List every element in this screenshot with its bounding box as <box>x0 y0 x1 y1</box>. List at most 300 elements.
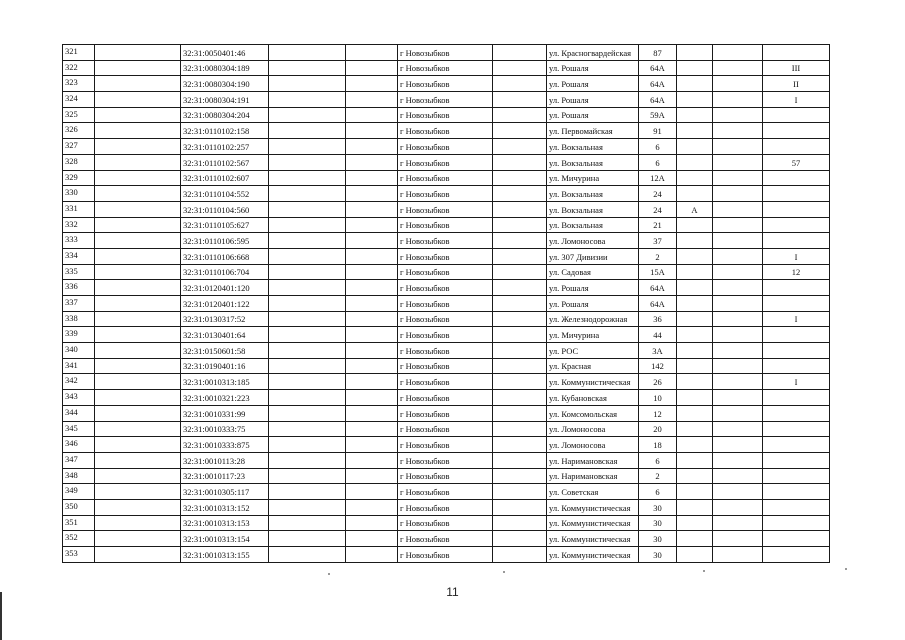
house-letter-cell <box>677 170 713 186</box>
premises-number-cell <box>763 343 830 359</box>
city-cell: г Новозыбков <box>398 547 493 563</box>
row-number-cell: 343 <box>63 390 95 406</box>
city-cell: г Новозыбков <box>398 296 493 312</box>
house-letter-cell <box>677 374 713 390</box>
blank-cell <box>493 437 547 453</box>
street-cell: ул. Советская <box>547 484 639 500</box>
house-letter-cell <box>677 296 713 312</box>
blank-cell <box>493 484 547 500</box>
cadastral-number-cell: 32:31:0110104:560 <box>181 201 269 217</box>
blank-cell <box>269 358 346 374</box>
row-number-cell: 338 <box>63 311 95 327</box>
blank-cell <box>346 311 398 327</box>
city-cell: г Новозыбков <box>398 421 493 437</box>
house-letter-cell <box>677 547 713 563</box>
row-number-cell: 335 <box>63 264 95 280</box>
city-cell: г Новозыбков <box>398 499 493 515</box>
row-number-cell: 327 <box>63 139 95 155</box>
house-letter-cell <box>677 76 713 92</box>
blank-cell <box>346 264 398 280</box>
table-row <box>63 139 830 155</box>
house-number-cell: 10 <box>639 390 677 406</box>
street-cell: ул. Коммунистическая <box>547 547 639 563</box>
cadastral-number-cell: 32:31:0080304:190 <box>181 76 269 92</box>
premises-number-cell <box>763 547 830 563</box>
house-number-cell: 6 <box>639 139 677 155</box>
blank-cell <box>95 280 181 296</box>
blank-cell <box>95 248 181 264</box>
blank-cell <box>95 154 181 170</box>
house-number-cell: 30 <box>639 499 677 515</box>
premises-number-cell <box>763 233 830 249</box>
house-letter-cell <box>677 358 713 374</box>
house-letter-cell <box>677 186 713 202</box>
cadastral-number-cell: 32:31:0120401:122 <box>181 296 269 312</box>
table-row <box>63 264 830 280</box>
premises-number-cell <box>763 515 830 531</box>
blank-cell <box>713 92 763 108</box>
blank-cell <box>269 531 346 547</box>
table-row <box>63 374 830 390</box>
house-number-cell: 142 <box>639 358 677 374</box>
house-number-cell: 2 <box>639 468 677 484</box>
row-number-cell: 331 <box>63 201 95 217</box>
blank-cell <box>713 217 763 233</box>
table-row <box>63 296 830 312</box>
premises-number-cell: I <box>763 374 830 390</box>
city-cell: г Новозыбков <box>398 515 493 531</box>
city-cell: г Новозыбков <box>398 374 493 390</box>
cadastral-number-cell: 32:31:0010313:154 <box>181 531 269 547</box>
city-cell: г Новозыбков <box>398 217 493 233</box>
house-number-cell: 36 <box>639 311 677 327</box>
blank-cell <box>269 170 346 186</box>
blank-cell <box>346 484 398 500</box>
house-number-cell: 24 <box>639 186 677 202</box>
city-cell: г Новозыбков <box>398 186 493 202</box>
table-row <box>63 217 830 233</box>
house-number-cell: 12 <box>639 405 677 421</box>
blank-cell <box>346 170 398 186</box>
city-cell: г Новозыбков <box>398 390 493 406</box>
city-cell: г Новозыбков <box>398 233 493 249</box>
house-letter-cell <box>677 107 713 123</box>
cadastral-number-cell: 32:31:0010313:152 <box>181 499 269 515</box>
street-cell: ул. Коммунистическая <box>547 531 639 547</box>
cadastral-number-cell: 32:31:0110106:595 <box>181 233 269 249</box>
house-letter-cell <box>677 264 713 280</box>
cadastral-number-cell: 32:31:0130401:64 <box>181 327 269 343</box>
house-letter-cell <box>677 154 713 170</box>
cadastral-number-cell: 32:31:0010333:75 <box>181 421 269 437</box>
scan-speck <box>503 571 505 573</box>
city-cell: г Новозыбков <box>398 45 493 61</box>
cadastral-number-cell: 32:31:0120401:120 <box>181 280 269 296</box>
cadastral-number-cell: 32:31:0080304:191 <box>181 92 269 108</box>
premises-number-cell <box>763 421 830 437</box>
row-number-cell: 329 <box>63 170 95 186</box>
blank-cell <box>493 280 547 296</box>
blank-cell <box>493 233 547 249</box>
blank-cell <box>269 327 346 343</box>
blank-cell <box>346 123 398 139</box>
city-cell: г Новозыбков <box>398 201 493 217</box>
house-letter-cell <box>677 92 713 108</box>
blank-cell <box>493 343 547 359</box>
scan-speck <box>703 570 705 572</box>
blank-cell <box>269 186 346 202</box>
street-cell: ул. Вокзальная <box>547 217 639 233</box>
city-cell: г Новозыбков <box>398 248 493 264</box>
blank-cell <box>713 248 763 264</box>
blank-cell <box>346 217 398 233</box>
blank-cell <box>713 264 763 280</box>
blank-cell <box>269 233 346 249</box>
blank-cell <box>346 358 398 374</box>
blank-cell <box>493 92 547 108</box>
blank-cell <box>346 390 398 406</box>
cadastral-number-cell: 32:31:0150601:58 <box>181 343 269 359</box>
row-number-cell: 340 <box>63 343 95 359</box>
house-letter-cell <box>677 139 713 155</box>
blank-cell <box>346 421 398 437</box>
blank-cell <box>269 296 346 312</box>
premises-number-cell: III <box>763 60 830 76</box>
city-cell: г Новозыбков <box>398 154 493 170</box>
house-number-cell: 64А <box>639 296 677 312</box>
blank-cell <box>95 531 181 547</box>
house-letter-cell <box>677 484 713 500</box>
blank-cell <box>95 60 181 76</box>
blank-cell <box>269 405 346 421</box>
blank-cell <box>95 217 181 233</box>
house-number-cell: 6 <box>639 484 677 500</box>
blank-cell <box>346 531 398 547</box>
street-cell: ул. Ломоносова <box>547 233 639 249</box>
blank-cell <box>269 217 346 233</box>
house-number-cell: 6 <box>639 154 677 170</box>
blank-cell <box>493 452 547 468</box>
blank-cell <box>493 515 547 531</box>
city-cell: г Новозыбков <box>398 437 493 453</box>
blank-cell <box>713 76 763 92</box>
blank-cell <box>95 437 181 453</box>
street-cell: ул. Комсомольская <box>547 405 639 421</box>
street-cell: ул. Рошаля <box>547 60 639 76</box>
cadastral-number-cell: 32:31:0080304:189 <box>181 60 269 76</box>
blank-cell <box>95 45 181 61</box>
house-letter-cell <box>677 343 713 359</box>
city-cell: г Новозыбков <box>398 264 493 280</box>
house-number-cell: 20 <box>639 421 677 437</box>
table-row <box>63 123 830 139</box>
row-number-cell: 344 <box>63 405 95 421</box>
house-number-cell: 30 <box>639 515 677 531</box>
row-number-cell: 352 <box>63 531 95 547</box>
blank-cell <box>346 452 398 468</box>
house-letter-cell <box>677 280 713 296</box>
blank-cell <box>95 452 181 468</box>
premises-number-cell <box>763 280 830 296</box>
table-row <box>63 311 830 327</box>
blank-cell <box>346 343 398 359</box>
blank-cell <box>346 45 398 61</box>
blank-cell <box>493 264 547 280</box>
blank-cell <box>269 468 346 484</box>
cadastral-number-cell: 32:31:0110102:257 <box>181 139 269 155</box>
blank-cell <box>269 390 346 406</box>
blank-cell <box>346 248 398 264</box>
row-number-cell: 334 <box>63 248 95 264</box>
blank-cell <box>269 248 346 264</box>
house-number-cell: 37 <box>639 233 677 249</box>
table-row <box>63 107 830 123</box>
house-number-cell: 3А <box>639 343 677 359</box>
house-letter-cell <box>677 233 713 249</box>
blank-cell <box>713 531 763 547</box>
row-number-cell: 337 <box>63 296 95 312</box>
blank-cell <box>346 515 398 531</box>
blank-cell <box>493 45 547 61</box>
house-letter-cell <box>677 531 713 547</box>
blank-cell <box>346 107 398 123</box>
street-cell: ул. Кубановская <box>547 390 639 406</box>
city-cell: г Новозыбков <box>398 311 493 327</box>
premises-number-cell: I <box>763 311 830 327</box>
house-number-cell: 64А <box>639 92 677 108</box>
blank-cell <box>346 92 398 108</box>
street-cell: ул. Вокзальная <box>547 139 639 155</box>
house-letter-cell: А <box>677 201 713 217</box>
cadastral-number-cell: 32:31:0010113:28 <box>181 452 269 468</box>
table-row <box>63 248 830 264</box>
cadastral-number-cell: 32:31:0010321:223 <box>181 390 269 406</box>
house-number-cell: 64А <box>639 60 677 76</box>
blank-cell <box>713 170 763 186</box>
cadastral-number-cell: 32:31:0110102:567 <box>181 154 269 170</box>
blank-cell <box>95 107 181 123</box>
city-cell: г Новозыбков <box>398 327 493 343</box>
table-row <box>63 233 830 249</box>
table-row <box>63 437 830 453</box>
row-number-cell: 322 <box>63 60 95 76</box>
blank-cell <box>493 76 547 92</box>
city-cell: г Новозыбков <box>398 405 493 421</box>
blank-cell <box>713 296 763 312</box>
house-number-cell: 24 <box>639 201 677 217</box>
row-number-cell: 328 <box>63 154 95 170</box>
blank-cell <box>493 311 547 327</box>
blank-cell <box>493 217 547 233</box>
blank-cell <box>346 186 398 202</box>
table-row <box>63 186 830 202</box>
premises-number-cell <box>763 452 830 468</box>
cadastral-number-cell: 32:31:0080304:204 <box>181 107 269 123</box>
blank-cell <box>713 515 763 531</box>
blank-cell <box>713 343 763 359</box>
city-cell: г Новозыбков <box>398 92 493 108</box>
table-row <box>63 484 830 500</box>
table-row <box>63 531 830 547</box>
blank-cell <box>493 154 547 170</box>
blank-cell <box>493 60 547 76</box>
row-number-cell: 332 <box>63 217 95 233</box>
table-row <box>63 280 830 296</box>
blank-cell <box>269 139 346 155</box>
city-cell: г Новозыбков <box>398 107 493 123</box>
row-number-cell: 350 <box>63 499 95 515</box>
blank-cell <box>493 327 547 343</box>
table-row <box>63 170 830 186</box>
house-number-cell: 30 <box>639 547 677 563</box>
table-row <box>63 515 830 531</box>
table-row <box>63 468 830 484</box>
street-cell: ул. Рошаля <box>547 92 639 108</box>
premises-number-cell: 57 <box>763 154 830 170</box>
blank-cell <box>269 264 346 280</box>
blank-cell <box>269 123 346 139</box>
street-cell: ул. Рошаля <box>547 296 639 312</box>
cadastral-number-cell: 32:31:0110105:627 <box>181 217 269 233</box>
cadastral-number-cell: 32:31:0110102:158 <box>181 123 269 139</box>
blank-cell <box>493 123 547 139</box>
cadastral-number-cell: 32:31:0190401:16 <box>181 358 269 374</box>
street-cell: ул. Ломоносова <box>547 437 639 453</box>
cadastral-number-cell: 32:31:0010313:155 <box>181 547 269 563</box>
table-row <box>63 547 830 563</box>
house-number-cell: 64А <box>639 280 677 296</box>
cadastral-number-cell: 32:31:0110102:607 <box>181 170 269 186</box>
house-number-cell: 59А <box>639 107 677 123</box>
blank-cell <box>95 343 181 359</box>
street-cell: ул. 307 Дивизии <box>547 248 639 264</box>
cadastral-number-cell: 32:31:0050401:46 <box>181 45 269 61</box>
table-row <box>63 154 830 170</box>
blank-cell <box>713 468 763 484</box>
blank-cell <box>95 390 181 406</box>
blank-cell <box>713 233 763 249</box>
house-number-cell: 91 <box>639 123 677 139</box>
blank-cell <box>493 374 547 390</box>
blank-cell <box>493 531 547 547</box>
blank-cell <box>713 107 763 123</box>
blank-cell <box>95 170 181 186</box>
blank-cell <box>95 484 181 500</box>
row-number-cell: 324 <box>63 92 95 108</box>
city-cell: г Новозыбков <box>398 76 493 92</box>
street-cell: ул. Наримановская <box>547 468 639 484</box>
row-number-cell: 347 <box>63 452 95 468</box>
blank-cell <box>493 139 547 155</box>
blank-cell <box>95 311 181 327</box>
row-number-cell: 349 <box>63 484 95 500</box>
city-cell: г Новозыбков <box>398 280 493 296</box>
cadastral-number-cell: 32:31:0010333:875 <box>181 437 269 453</box>
blank-cell <box>713 499 763 515</box>
row-number-cell: 342 <box>63 374 95 390</box>
street-cell: ул. Железнодорожная <box>547 311 639 327</box>
blank-cell <box>95 405 181 421</box>
cadastral-number-cell: 32:31:0010305:117 <box>181 484 269 500</box>
table-row <box>63 358 830 374</box>
blank-cell <box>346 327 398 343</box>
street-cell: ул. Красногвардейская <box>547 45 639 61</box>
house-number-cell: 6 <box>639 452 677 468</box>
premises-number-cell <box>763 123 830 139</box>
cadastral-number-cell: 32:31:0010313:185 <box>181 374 269 390</box>
street-cell: ул. Коммунистическая <box>547 374 639 390</box>
blank-cell <box>346 76 398 92</box>
street-cell: ул. Коммунистическая <box>547 515 639 531</box>
premises-number-cell <box>763 499 830 515</box>
premises-number-cell <box>763 531 830 547</box>
house-letter-cell <box>677 248 713 264</box>
city-cell: г Новозыбков <box>398 139 493 155</box>
premises-number-cell <box>763 358 830 374</box>
premises-number-cell <box>763 186 830 202</box>
blank-cell <box>713 139 763 155</box>
city-cell: г Новозыбков <box>398 531 493 547</box>
blank-cell <box>493 186 547 202</box>
row-number-cell: 330 <box>63 186 95 202</box>
blank-cell <box>269 484 346 500</box>
blank-cell <box>269 374 346 390</box>
city-cell: г Новозыбков <box>398 60 493 76</box>
table-row <box>63 327 830 343</box>
street-cell: ул. Вокзальная <box>547 154 639 170</box>
house-letter-cell <box>677 515 713 531</box>
row-number-cell: 326 <box>63 123 95 139</box>
blank-cell <box>713 374 763 390</box>
blank-cell <box>95 264 181 280</box>
blank-cell <box>713 311 763 327</box>
scan-edge-mark <box>0 592 2 640</box>
blank-cell <box>95 499 181 515</box>
blank-cell <box>95 296 181 312</box>
blank-cell <box>95 374 181 390</box>
blank-cell <box>346 405 398 421</box>
premises-number-cell <box>763 107 830 123</box>
house-letter-cell <box>677 217 713 233</box>
blank-cell <box>95 421 181 437</box>
blank-cell <box>269 547 346 563</box>
blank-cell <box>269 45 346 61</box>
blank-cell <box>713 201 763 217</box>
street-cell: ул. Коммунистическая <box>547 499 639 515</box>
city-cell: г Новозыбков <box>398 123 493 139</box>
row-number-cell: 345 <box>63 421 95 437</box>
blank-cell <box>493 499 547 515</box>
house-number-cell: 18 <box>639 437 677 453</box>
property-registry-table <box>62 44 830 563</box>
premises-number-cell <box>763 390 830 406</box>
blank-cell <box>95 327 181 343</box>
house-number-cell: 64А <box>639 76 677 92</box>
blank-cell <box>346 437 398 453</box>
scan-speck <box>845 568 847 570</box>
premises-number-cell: 12 <box>763 264 830 280</box>
blank-cell <box>95 76 181 92</box>
blank-cell <box>346 296 398 312</box>
blank-cell <box>269 421 346 437</box>
blank-cell <box>493 468 547 484</box>
premises-number-cell: I <box>763 248 830 264</box>
blank-cell <box>713 484 763 500</box>
table-row <box>63 76 830 92</box>
premises-number-cell <box>763 139 830 155</box>
house-number-cell: 2 <box>639 248 677 264</box>
premises-number-cell <box>763 217 830 233</box>
